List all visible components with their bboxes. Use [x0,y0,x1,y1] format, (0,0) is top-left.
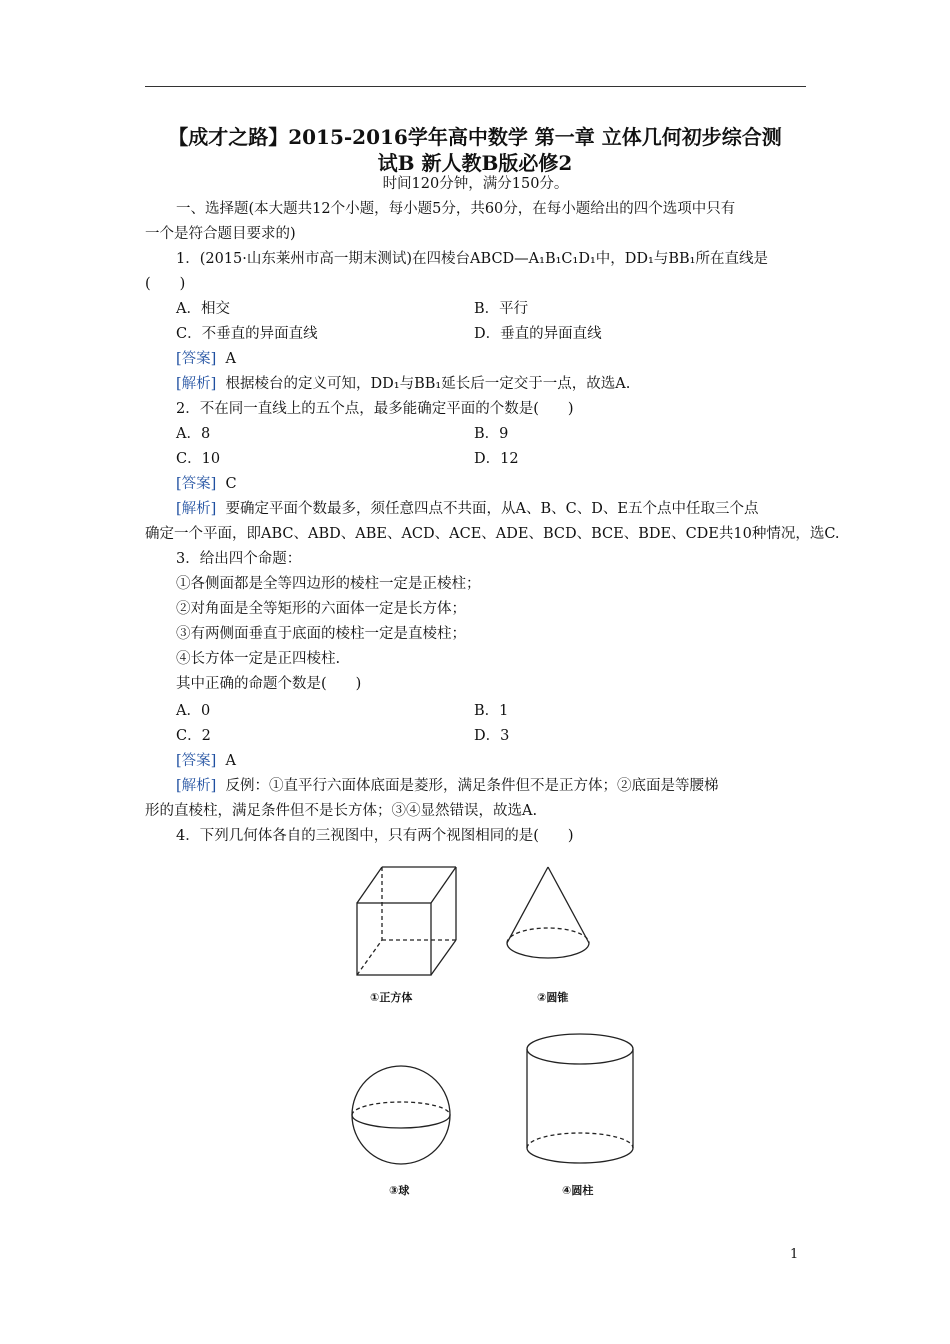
q3-option-d: D．3 [474,728,510,744]
q2-stem: 2．不在同一直线上的五个点，最多能确定平面的个数是( ) [176,401,574,417]
figure-caption-cylinder: ④圆柱 [562,1184,594,1197]
sphere-figure [352,1066,450,1164]
cylinder-figure [527,1034,633,1163]
q2-option-a: A．8 [176,426,211,442]
page-number: 1 [790,1247,799,1262]
analysis-text: 根据棱台的定义可知，DD₁与BB₁延长后一定交于一点，故选A. [225,376,631,392]
q1-option-a: A．相交 [176,301,230,317]
subtitle: 时间120分钟，满分150分。 [382,176,569,192]
figure-caption-cube: ①正方体 [370,991,413,1004]
answer-value: C [225,476,237,492]
analysis-tag: [解析] [176,376,217,392]
q3-analysis-2: 形的直棱柱，满足条件但不是长方体；③④显然错误，故选A. [145,803,538,819]
answer-value: A [225,753,237,769]
analysis-text: 要确定平面个数最多，须任意四点不共面，从A、B、C、D、E五个点中任取三个点 [225,501,759,517]
analysis-text: 反例：①直平行六面体底面是菱形，满足条件但不是正方体；②底面是等腰梯 [225,778,719,794]
answer-tag: [答案] [176,476,217,492]
cone-figure [507,867,589,958]
q2-option-d: D．12 [474,451,519,467]
figure-caption-cone: ②圆锥 [537,991,569,1004]
figure-caption-sphere: ③球 [389,1184,410,1197]
q1-option-b: B．平行 [474,301,529,317]
q2-analysis-2: 确定一个平面，即ABC、ABD、ABE、ACD、ACE、ADE、BCD、BCE、BDE、CDE共10种情况，选C. [145,526,840,542]
q3-proposition-2: ②对角面是全等矩形的六面体一定是长方体； [176,601,466,617]
section-intro-2: 一个是符合题目要求的) [145,226,296,242]
q1-option-c: C．不垂直的异面直线 [176,326,318,342]
q2-option-b: B．9 [474,426,509,442]
q3-option-b: B．1 [474,703,509,719]
q3-proposition-4: ④长方体一定是正四棱柱. [176,651,341,667]
q1-option-d: D．垂直的异面直线 [474,326,602,342]
answer-tag: [答案] [176,351,217,367]
analysis-tag: [解析] [176,501,217,517]
q1-stem-2: ( ) [145,276,186,292]
answer-value: A [225,351,237,367]
q3-option-c: C．2 [176,728,211,744]
q3-proposition-1: ①各侧面都是全等四边形的棱柱一定是正棱柱； [176,576,481,592]
q3-option-a: A．0 [176,703,211,719]
q3-proposition-3: ③有两侧面垂直于底面的棱柱一定是直棱柱； [176,626,466,642]
q4-stem: 4．下列几何体各自的三视图中，只有两个视图相同的是( ) [176,828,574,844]
section-intro-1: 一、选择题(本大题共12个小题，每小题5分，共60分，在每小题给出的四个选项中只有 [176,201,736,217]
cube-figure [357,867,456,975]
page-title-line2: 试B 新人教B版必修2 [377,151,573,175]
q3-stem: 3．给出四个命题： [176,551,302,567]
q3-ask: 其中正确的命题个数是( ) [176,676,362,692]
answer-tag: [答案] [176,753,217,769]
page-title-line1: 【成才之路】2015-2016学年高中数学 第一章 立体几何初步综合测 [168,125,782,149]
q2-option-c: C．10 [176,451,221,467]
q1-stem-1: 1．(2015·山东莱州市高一期末测试)在四棱台ABCD—A₁B₁C₁D₁中，DD₁与BB₁所在直线是 [176,251,768,267]
analysis-tag: [解析] [176,778,217,794]
